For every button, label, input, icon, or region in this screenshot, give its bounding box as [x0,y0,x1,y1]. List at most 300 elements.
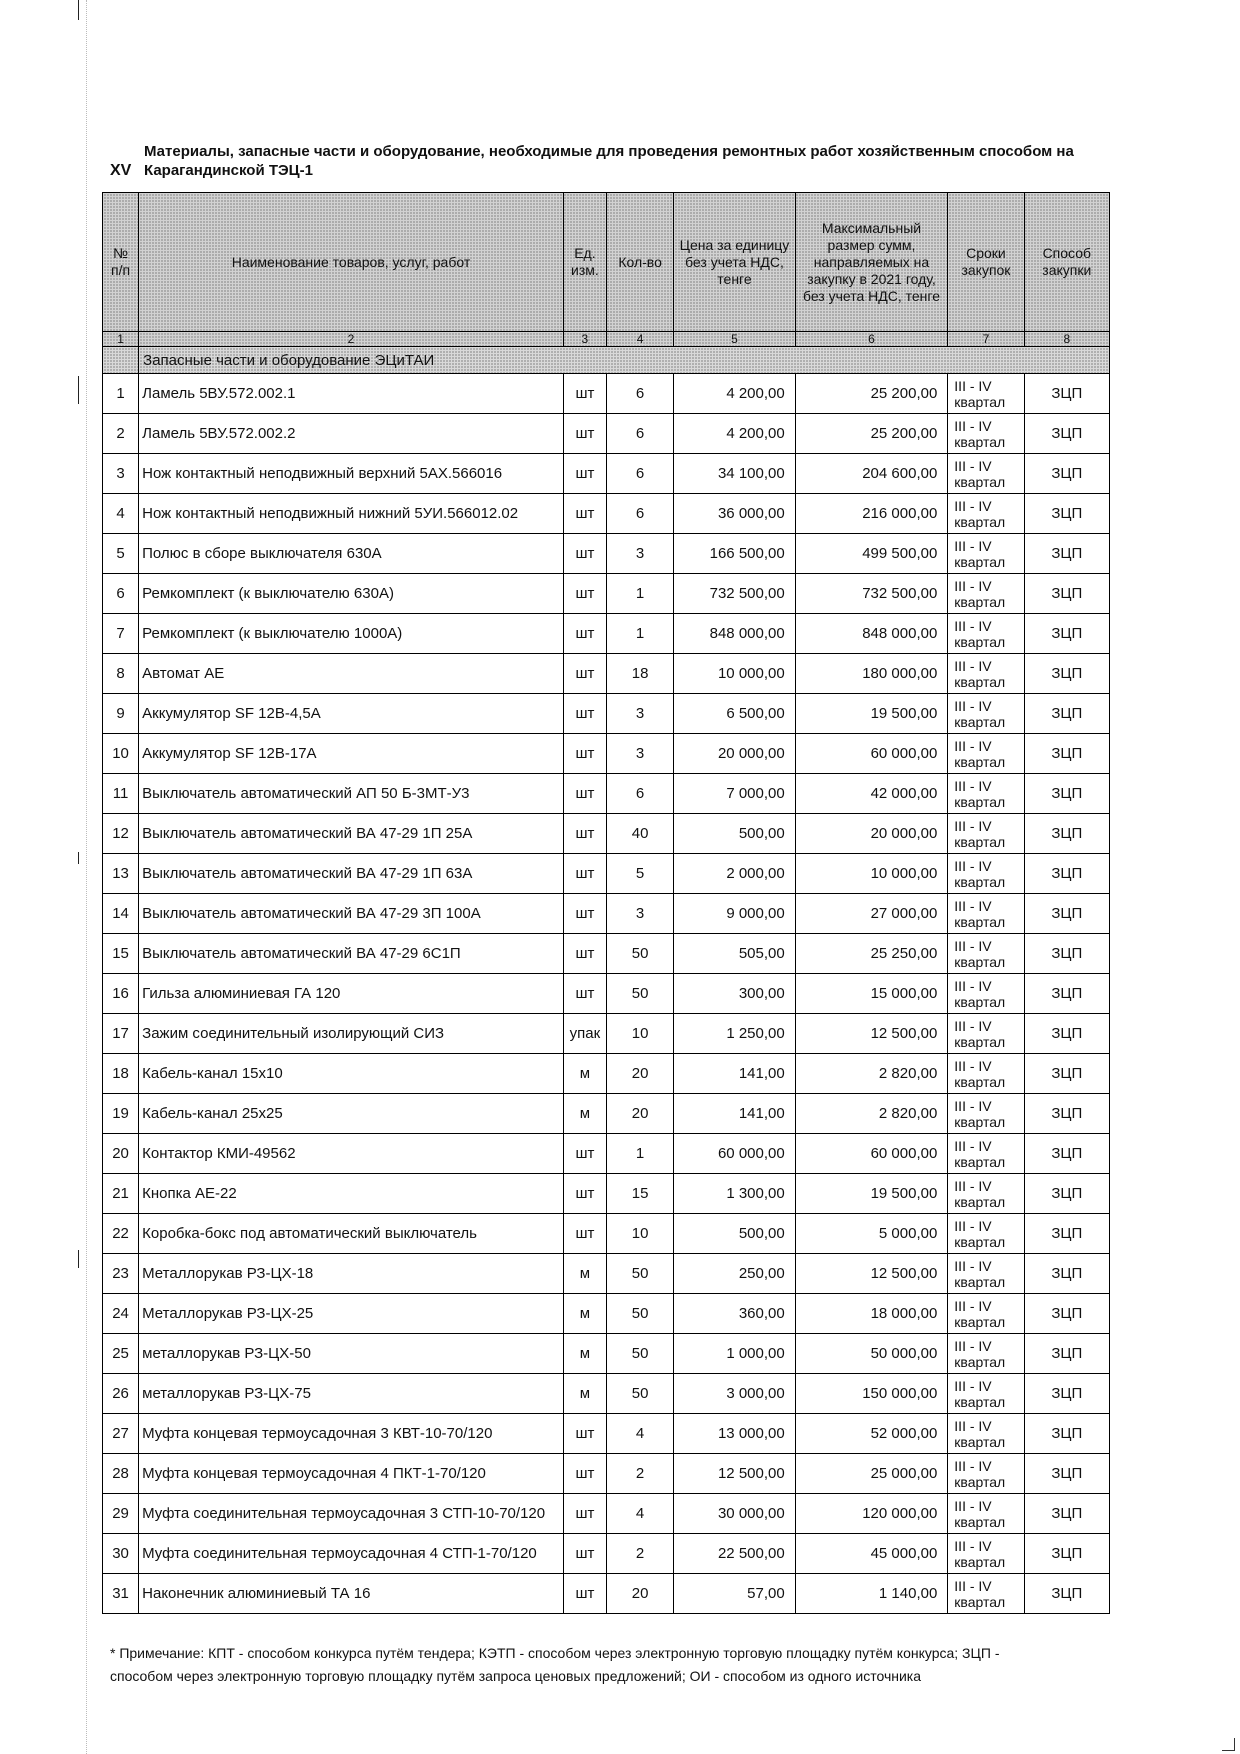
item-unit-price: 141,00 [674,1054,795,1094]
item-quantity: 6 [606,494,673,534]
item-quantity: 10 [606,1214,673,1254]
item-unit: шт [563,574,606,614]
item-unit-price: 2 000,00 [674,854,795,894]
item-total-amount: 19 500,00 [795,1174,948,1214]
item-unit-price: 4 200,00 [674,374,795,414]
item-quantity: 2 [606,1534,673,1574]
item-procurement-term: III - IV квартал [948,1374,1024,1414]
item-quantity: 3 [606,894,673,934]
table-row [103,1574,1110,1614]
item-total-amount: 25 000,00 [795,1454,948,1494]
item-name: Полюс в сборе выключателя 630А [139,534,564,574]
item-quantity: 20 [606,1574,673,1614]
item-quantity: 2 [606,1454,673,1494]
item-procurement-term: III - IV квартал [948,1254,1024,1294]
column-number: 1 [103,332,139,347]
item-procurement-method: ЗЦП [1024,1254,1109,1294]
header-method: Способ закупки [1024,193,1109,332]
item-procurement-method: ЗЦП [1024,1334,1109,1374]
table-row [103,1294,1110,1334]
item-procurement-method: ЗЦП [1024,854,1109,894]
item-procurement-term: III - IV квартал [948,1454,1024,1494]
item-total-amount: 204 600,00 [795,454,948,494]
row-number: 5 [103,534,139,574]
item-quantity: 1 [606,1134,673,1174]
item-procurement-term: III - IV квартал [948,1534,1024,1574]
item-procurement-method: ЗЦП [1024,934,1109,974]
item-procurement-method: ЗЦП [1024,1494,1109,1534]
header-name: Наименование товаров, услуг, работ [139,193,564,332]
column-number: 8 [1024,332,1109,347]
column-number: 4 [606,332,673,347]
item-total-amount: 18 000,00 [795,1294,948,1334]
table-row [103,1014,1110,1054]
item-total-amount: 12 500,00 [795,1014,948,1054]
item-procurement-method: ЗЦП [1024,414,1109,454]
item-quantity: 1 [606,614,673,654]
item-name: Нож контактный неподвижный верхний 5АХ.566016 [139,454,564,494]
item-name: Выключатель автоматический АП 50 Б-3МТ-У3 [139,774,564,814]
group-spacer [103,347,139,374]
table-row [103,894,1110,934]
row-number: 23 [103,1254,139,1294]
row-number: 21 [103,1174,139,1214]
table-row [103,1174,1110,1214]
table-row [103,814,1110,854]
item-procurement-method: ЗЦП [1024,1094,1109,1134]
item-quantity: 50 [606,974,673,1014]
row-number: 18 [103,1054,139,1094]
table-row [103,534,1110,574]
item-unit-price: 166 500,00 [674,534,795,574]
item-total-amount: 42 000,00 [795,774,948,814]
item-unit-price: 141,00 [674,1094,795,1134]
table-row [103,1454,1110,1494]
item-total-amount: 15 000,00 [795,974,948,1014]
item-unit: шт [563,614,606,654]
item-unit-price: 13 000,00 [674,1414,795,1454]
item-unit-price: 20 000,00 [674,734,795,774]
item-unit: шт [563,1214,606,1254]
item-name: металлорукав РЗ-ЦХ-75 [139,1374,564,1414]
item-procurement-method: ЗЦП [1024,534,1109,574]
item-name: металлорукав РЗ-ЦХ-50 [139,1334,564,1374]
item-total-amount: 5 000,00 [795,1214,948,1254]
row-number: 27 [103,1414,139,1454]
item-total-amount: 150 000,00 [795,1374,948,1414]
item-unit-price: 34 100,00 [674,454,795,494]
item-procurement-method: ЗЦП [1024,814,1109,854]
item-unit: шт [563,414,606,454]
item-name: Нож контактный неподвижный нижний 5УИ.566012.02 [139,494,564,534]
item-total-amount: 45 000,00 [795,1534,948,1574]
item-procurement-term: III - IV квартал [948,654,1024,694]
row-number: 14 [103,894,139,934]
item-total-amount: 12 500,00 [795,1254,948,1294]
header-unit: Ед. изм. [563,193,606,332]
item-procurement-term: III - IV квартал [948,1334,1024,1374]
item-name: Металлорукав РЗ-ЦХ-25 [139,1294,564,1334]
table-row [103,854,1110,894]
group-title: Запасные части и оборудование ЭЦиТАИ [139,347,1110,374]
item-procurement-term: III - IV квартал [948,1294,1024,1334]
item-procurement-term: III - IV квартал [948,734,1024,774]
item-unit-price: 250,00 [674,1254,795,1294]
column-number: 2 [139,332,564,347]
item-quantity: 18 [606,654,673,694]
row-number: 25 [103,1334,139,1374]
table-row [103,1494,1110,1534]
column-number-row [103,332,1110,347]
item-unit: м [563,1054,606,1094]
row-number: 16 [103,974,139,1014]
item-unit: шт [563,734,606,774]
item-procurement-method: ЗЦП [1024,894,1109,934]
item-procurement-term: III - IV квартал [948,1414,1024,1454]
item-procurement-term: III - IV квартал [948,974,1024,1014]
item-unit-price: 6 500,00 [674,694,795,734]
item-procurement-method: ЗЦП [1024,1454,1109,1494]
item-unit: шт [563,374,606,414]
item-unit-price: 30 000,00 [674,1494,795,1534]
item-unit-price: 3 000,00 [674,1374,795,1414]
item-procurement-method: ЗЦП [1024,694,1109,734]
item-total-amount: 25 200,00 [795,374,948,414]
row-number: 1 [103,374,139,414]
item-name: Муфта концевая термоусадочная 3 КВТ-10-70/120 [139,1414,564,1454]
item-total-amount: 27 000,00 [795,894,948,934]
item-unit-price: 12 500,00 [674,1454,795,1494]
item-name: Муфта соединительная термоусадочная 4 СТП-1-70/120 [139,1534,564,1574]
row-number: 9 [103,694,139,734]
item-unit-price: 4 200,00 [674,414,795,454]
row-number: 24 [103,1294,139,1334]
item-name: Выключатель автоматический ВА 47-29 3П 100А [139,894,564,934]
item-unit: м [563,1254,606,1294]
item-procurement-method: ЗЦП [1024,574,1109,614]
item-unit: м [563,1334,606,1374]
item-name: Коробка-бокс под автоматический выключатель [139,1214,564,1254]
footnote: * Примечание: КПТ - способом конкурса путём тендера; КЭТП - способом через электронную торговую площадку путём конкурса; ЗЦП - способом через электронную торговую площадку путём запроса ценовых предложений; ОИ - способом из одного источника [110,1645,1000,1684]
scan-mark [78,852,79,864]
item-unit-price: 1 000,00 [674,1334,795,1374]
row-number: 2 [103,414,139,454]
item-procurement-method: ЗЦП [1024,774,1109,814]
scan-edge-dots [86,0,87,1754]
table-row [103,374,1110,414]
item-procurement-method: ЗЦП [1024,734,1109,774]
item-total-amount: 19 500,00 [795,694,948,734]
item-procurement-method: ЗЦП [1024,1414,1109,1454]
section-number: XV [110,162,132,179]
row-number: 17 [103,1014,139,1054]
item-unit: шт [563,974,606,1014]
item-unit: шт [563,774,606,814]
table-row [103,654,1110,694]
item-unit-price: 57,00 [674,1574,795,1614]
row-number: 3 [103,454,139,494]
column-number: 3 [563,332,606,347]
table-row [103,1214,1110,1254]
item-total-amount: 120 000,00 [795,1494,948,1534]
scan-mark [78,376,79,404]
item-unit: м [563,1094,606,1134]
row-number: 12 [103,814,139,854]
row-number: 6 [103,574,139,614]
item-quantity: 6 [606,374,673,414]
item-unit: м [563,1374,606,1414]
item-unit: шт [563,854,606,894]
item-quantity: 6 [606,774,673,814]
item-procurement-method: ЗЦП [1024,1054,1109,1094]
item-total-amount: 50 000,00 [795,1334,948,1374]
item-total-amount: 10 000,00 [795,854,948,894]
procurement-table [102,192,1110,1614]
table-row [103,494,1110,534]
item-quantity: 1 [606,574,673,614]
item-name: Ламель 5ВУ.572.002.1 [139,374,564,414]
item-quantity: 3 [606,534,673,574]
item-name: Муфта концевая термоусадочная 4 ПКТ-1-70/120 [139,1454,564,1494]
item-unit: шт [563,1454,606,1494]
item-total-amount: 25 200,00 [795,414,948,454]
item-name: Ремкомплект (к выключателю 630А) [139,574,564,614]
item-unit-price: 60 000,00 [674,1134,795,1174]
item-procurement-method: ЗЦП [1024,494,1109,534]
item-unit: шт [563,454,606,494]
item-quantity: 3 [606,734,673,774]
item-procurement-term: III - IV квартал [948,1494,1024,1534]
item-procurement-method: ЗЦП [1024,1134,1109,1174]
row-number: 4 [103,494,139,534]
row-number: 26 [103,1374,139,1414]
item-quantity: 20 [606,1094,673,1134]
item-total-amount: 732 500,00 [795,574,948,614]
item-total-amount: 2 820,00 [795,1054,948,1094]
item-quantity: 50 [606,934,673,974]
item-name: Выключатель автоматический ВА 47-29 1П 25А [139,814,564,854]
item-unit: шт [563,534,606,574]
item-unit-price: 7 000,00 [674,774,795,814]
table-row [103,614,1110,654]
row-number: 28 [103,1454,139,1494]
item-quantity: 50 [606,1334,673,1374]
item-quantity: 20 [606,1054,673,1094]
item-quantity: 6 [606,454,673,494]
table-row [103,1374,1110,1414]
item-unit: упак [563,1014,606,1054]
row-number: 22 [103,1214,139,1254]
item-quantity: 15 [606,1174,673,1214]
group-row [103,347,1110,374]
item-procurement-term: III - IV квартал [948,534,1024,574]
item-unit: м [563,1294,606,1334]
item-unit-price: 1 250,00 [674,1014,795,1054]
item-total-amount: 216 000,00 [795,494,948,534]
item-procurement-method: ЗЦП [1024,614,1109,654]
item-name: Кнопка АЕ-22 [139,1174,564,1214]
item-procurement-term: III - IV квартал [948,694,1024,734]
item-total-amount: 52 000,00 [795,1414,948,1454]
item-total-amount: 2 820,00 [795,1094,948,1134]
item-quantity: 50 [606,1294,673,1334]
item-unit-price: 36 000,00 [674,494,795,534]
item-procurement-term: III - IV квартал [948,1054,1024,1094]
item-quantity: 10 [606,1014,673,1054]
header-term: Сроки закупок [948,193,1024,332]
item-total-amount: 60 000,00 [795,734,948,774]
column-number: 5 [674,332,795,347]
table-row [103,1094,1110,1134]
table-row [103,1334,1110,1374]
item-unit: шт [563,814,606,854]
item-name: Наконечник алюминиевый ТА 16 [139,1574,564,1614]
item-name: Выключатель автоматический ВА 47-29 1П 63А [139,854,564,894]
item-unit: шт [563,1414,606,1454]
header-total: Максимальный размер сумм, направляемых на закупку в 2021 году, без учета НДС, тенге [795,193,948,332]
item-unit: шт [563,494,606,534]
item-procurement-method: ЗЦП [1024,1174,1109,1214]
item-procurement-method: ЗЦП [1024,1374,1109,1414]
item-total-amount: 60 000,00 [795,1134,948,1174]
item-procurement-term: III - IV квартал [948,1574,1024,1614]
item-quantity: 50 [606,1254,673,1294]
item-procurement-term: III - IV квартал [948,1174,1024,1214]
header-no: № п/п [103,193,139,332]
item-unit-price: 848 000,00 [674,614,795,654]
item-procurement-method: ЗЦП [1024,1534,1109,1574]
item-name: Ламель 5ВУ.572.002.2 [139,414,564,454]
item-unit-price: 9 000,00 [674,894,795,934]
item-procurement-term: III - IV квартал [948,774,1024,814]
table-row [103,1414,1110,1454]
header-qty: Кол-во [606,193,673,332]
item-unit: шт [563,1494,606,1534]
scan-mark [78,1250,79,1268]
table-row [103,1534,1110,1574]
row-number: 7 [103,614,139,654]
item-unit-price: 505,00 [674,934,795,974]
item-procurement-term: III - IV квартал [948,934,1024,974]
item-procurement-method: ЗЦП [1024,974,1109,1014]
item-unit: шт [563,694,606,734]
table-row [103,694,1110,734]
item-quantity: 50 [606,1374,673,1414]
row-number: 31 [103,1574,139,1614]
row-number: 20 [103,1134,139,1174]
table-row [103,774,1110,814]
item-total-amount: 848 000,00 [795,614,948,654]
item-unit: шт [563,1574,606,1614]
item-unit-price: 500,00 [674,1214,795,1254]
item-unit: шт [563,654,606,694]
item-procurement-term: III - IV квартал [948,374,1024,414]
row-number: 11 [103,774,139,814]
item-name: Аккумулятор SF 12В-17А [139,734,564,774]
item-procurement-method: ЗЦП [1024,1214,1109,1254]
item-unit: шт [563,934,606,974]
row-number: 29 [103,1494,139,1534]
item-procurement-method: ЗЦП [1024,374,1109,414]
item-procurement-term: III - IV квартал [948,854,1024,894]
item-total-amount: 25 250,00 [795,934,948,974]
scan-mark [78,0,79,20]
item-procurement-term: III - IV квартал [948,454,1024,494]
item-name: Кабель-канал 15х10 [139,1054,564,1094]
item-name: Кабель-канал 25х25 [139,1094,564,1134]
item-procurement-term: III - IV квартал [948,494,1024,534]
scan-corner-mark [1222,1738,1235,1751]
item-unit-price: 10 000,00 [674,654,795,694]
item-unit-price: 22 500,00 [674,1534,795,1574]
item-quantity: 3 [606,694,673,734]
item-quantity: 40 [606,814,673,854]
item-name: Металлорукав РЗ-ЦХ-18 [139,1254,564,1294]
item-name: Контактор КМИ-49562 [139,1134,564,1174]
header-price: Цена за единицу без учета НДС, тенге [674,193,795,332]
item-procurement-term: III - IV квартал [948,614,1024,654]
table-row [103,1254,1110,1294]
column-number: 6 [795,332,948,347]
table-row [103,1054,1110,1094]
item-procurement-term: III - IV квартал [948,414,1024,454]
table-row [103,414,1110,454]
item-procurement-method: ЗЦП [1024,454,1109,494]
item-procurement-method: ЗЦП [1024,654,1109,694]
item-total-amount: 20 000,00 [795,814,948,854]
item-name: Муфта соединительная термоусадочная 3 СТП-10-70/120 [139,1494,564,1534]
item-total-amount: 1 140,00 [795,1574,948,1614]
table-row [103,574,1110,614]
item-quantity: 4 [606,1494,673,1534]
item-name: Ремкомплект (к выключателю 1000А) [139,614,564,654]
item-procurement-method: ЗЦП [1024,1294,1109,1334]
item-procurement-term: III - IV квартал [948,1094,1024,1134]
item-procurement-term: III - IV квартал [948,894,1024,934]
row-number: 13 [103,854,139,894]
item-name: Выключатель автоматический ВА 47-29 6С1П [139,934,564,974]
item-name: Автомат АЕ [139,654,564,694]
item-unit-price: 1 300,00 [674,1174,795,1214]
item-procurement-term: III - IV квартал [948,814,1024,854]
item-procurement-term: III - IV квартал [948,574,1024,614]
item-quantity: 6 [606,414,673,454]
table-row [103,734,1110,774]
item-procurement-term: III - IV квартал [948,1214,1024,1254]
item-unit-price: 732 500,00 [674,574,795,614]
item-unit: шт [563,894,606,934]
item-quantity: 4 [606,1414,673,1454]
item-quantity: 5 [606,854,673,894]
row-number: 30 [103,1534,139,1574]
item-unit: шт [563,1174,606,1214]
table-row [103,454,1110,494]
item-unit-price: 500,00 [674,814,795,854]
column-number: 7 [948,332,1024,347]
item-procurement-method: ЗЦП [1024,1014,1109,1054]
item-unit: шт [563,1134,606,1174]
item-name: Аккумулятор SF 12В-4,5А [139,694,564,734]
row-number: 10 [103,734,139,774]
item-total-amount: 180 000,00 [795,654,948,694]
item-total-amount: 499 500,00 [795,534,948,574]
row-number: 19 [103,1094,139,1134]
section-title: Материалы, запасные части и оборудование, необходимые для проведения ремонтных работ хозяйственным способом на Карагандинской ТЭЦ-1 [144,143,1074,179]
table-row [103,1134,1110,1174]
item-name: Гильза алюминиевая ГА 120 [139,974,564,1014]
item-procurement-method: ЗЦП [1024,1574,1109,1614]
table-body [103,347,1110,1614]
